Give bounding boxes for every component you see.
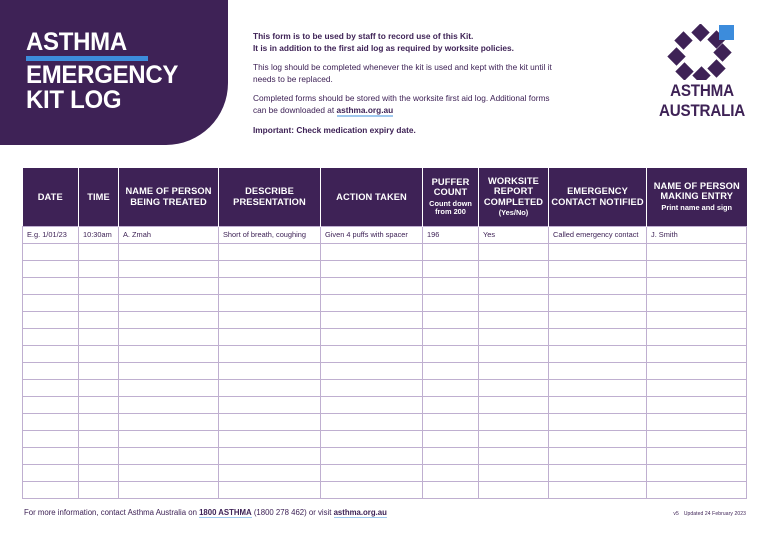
cell-empty[interactable] xyxy=(423,311,479,328)
cell-empty[interactable] xyxy=(219,413,321,430)
kit-log-table-wrapper xyxy=(22,168,746,499)
intro-bold-line-1: This form is to be used by staff to record use of this Kit. xyxy=(253,31,474,41)
cell-empty[interactable] xyxy=(119,362,219,379)
cell-time[interactable]: 10:30am xyxy=(79,226,119,243)
cell-empty[interactable] xyxy=(479,277,549,294)
cell-empty[interactable] xyxy=(219,481,321,498)
cell-empty[interactable] xyxy=(219,430,321,447)
cell-empty[interactable] xyxy=(79,243,119,260)
cell-empty[interactable] xyxy=(479,430,549,447)
table-row-example[interactable] xyxy=(23,226,747,243)
column-header-time-label: TIME xyxy=(87,191,110,202)
header-banner xyxy=(0,0,228,145)
cell-empty[interactable] xyxy=(479,481,549,498)
cell-date[interactable]: E.g. 1/01/23 xyxy=(23,226,79,243)
cell-action-taken[interactable]: Given 4 puffs with spacer xyxy=(321,226,423,243)
cell-empty[interactable] xyxy=(479,396,549,413)
cell-empty[interactable] xyxy=(647,311,747,328)
kit-log-table-header xyxy=(23,168,747,226)
page-title xyxy=(26,30,211,113)
cell-empty[interactable] xyxy=(423,260,479,277)
cell-empty[interactable] xyxy=(423,277,479,294)
cell-empty[interactable] xyxy=(219,464,321,481)
cell-empty[interactable] xyxy=(219,294,321,311)
cell-empty[interactable] xyxy=(23,294,79,311)
table-row[interactable] xyxy=(23,396,747,413)
intro-paragraph-3 xyxy=(253,93,553,116)
table-row[interactable] xyxy=(23,379,747,396)
cell-empty[interactable] xyxy=(647,260,747,277)
cell-name-treated[interactable]: A. Zmah xyxy=(119,226,219,243)
asthma-org-au-link[interactable]: asthma.org.au xyxy=(336,104,394,115)
column-header-action-taken xyxy=(321,168,423,226)
cell-empty[interactable] xyxy=(23,345,79,362)
cell-empty[interactable] xyxy=(647,481,747,498)
column-header-entry-name-label: NAME OF PERSON MAKING ENTRY xyxy=(653,180,740,202)
cell-empty[interactable] xyxy=(423,243,479,260)
cell-empty[interactable] xyxy=(23,481,79,498)
cell-empty[interactable] xyxy=(423,294,479,311)
cell-empty[interactable] xyxy=(79,481,119,498)
cell-empty[interactable] xyxy=(79,362,119,379)
cell-empty[interactable] xyxy=(423,379,479,396)
cell-empty[interactable] xyxy=(23,362,79,379)
footer-phone-plain: (1800 278 462) or visit xyxy=(251,508,334,517)
cell-empty[interactable] xyxy=(549,481,647,498)
cell-empty[interactable] xyxy=(119,464,219,481)
cell-empty[interactable] xyxy=(479,243,549,260)
cell-empty[interactable] xyxy=(219,260,321,277)
cell-empty[interactable] xyxy=(423,396,479,413)
cell-empty[interactable] xyxy=(647,430,747,447)
cell-empty[interactable] xyxy=(321,396,423,413)
cell-empty[interactable] xyxy=(479,294,549,311)
cell-empty[interactable] xyxy=(219,362,321,379)
cell-empty[interactable] xyxy=(321,260,423,277)
cell-empty[interactable] xyxy=(321,328,423,345)
cell-empty[interactable] xyxy=(549,311,647,328)
cell-empty[interactable] xyxy=(119,430,219,447)
cell-empty[interactable] xyxy=(423,481,479,498)
table-row[interactable] xyxy=(23,311,747,328)
intro-bold-paragraph xyxy=(253,31,553,54)
cell-empty[interactable] xyxy=(119,379,219,396)
footer-contact-line xyxy=(24,508,387,517)
title-line-3: KIT LOG xyxy=(26,86,122,114)
cell-empty[interactable] xyxy=(321,447,423,464)
cell-empty[interactable] xyxy=(479,328,549,345)
cell-empty[interactable] xyxy=(423,328,479,345)
cell-empty[interactable] xyxy=(23,328,79,345)
cell-empty[interactable] xyxy=(647,345,747,362)
cell-empty[interactable] xyxy=(321,243,423,260)
cell-empty[interactable] xyxy=(549,430,647,447)
cell-empty[interactable] xyxy=(321,379,423,396)
cell-empty[interactable] xyxy=(423,430,479,447)
cell-empty[interactable] xyxy=(647,362,747,379)
table-row[interactable] xyxy=(23,447,747,464)
cell-empty[interactable] xyxy=(79,430,119,447)
cell-empty[interactable] xyxy=(23,396,79,413)
cell-empty[interactable] xyxy=(479,345,549,362)
cell-empty[interactable] xyxy=(79,447,119,464)
cell-empty[interactable] xyxy=(23,311,79,328)
cell-emergency-contact[interactable]: Called emergency contact xyxy=(549,226,647,243)
cell-entry-name[interactable]: J. Smith xyxy=(647,226,747,243)
cell-empty[interactable] xyxy=(79,345,119,362)
table-row[interactable] xyxy=(23,243,747,260)
column-header-name-treated-label: NAME OF PERSON BEING TREATED xyxy=(125,186,212,207)
cell-empty[interactable] xyxy=(423,464,479,481)
table-row[interactable] xyxy=(23,362,747,379)
cell-worksite-report[interactable]: Yes xyxy=(479,226,549,243)
cell-empty[interactable] xyxy=(79,311,119,328)
cell-empty[interactable] xyxy=(549,447,647,464)
cell-empty[interactable] xyxy=(119,481,219,498)
footer-updated-date: Updated 24 February 2023 xyxy=(683,511,746,517)
cell-empty[interactable] xyxy=(549,243,647,260)
cell-empty[interactable] xyxy=(479,464,549,481)
cell-empty[interactable] xyxy=(119,413,219,430)
kit-log-table-body xyxy=(23,226,747,498)
cell-empty[interactable] xyxy=(647,379,747,396)
table-row[interactable] xyxy=(23,413,747,430)
cell-empty[interactable] xyxy=(23,430,79,447)
cell-empty[interactable] xyxy=(479,362,549,379)
cell-empty[interactable] xyxy=(23,413,79,430)
cell-empty[interactable] xyxy=(23,447,79,464)
cell-empty[interactable] xyxy=(549,328,647,345)
cell-empty[interactable] xyxy=(119,277,219,294)
kit-log-table xyxy=(22,168,747,499)
cell-empty[interactable] xyxy=(647,396,747,413)
column-header-worksite-report-sub: (Yes/No) xyxy=(498,208,529,218)
cell-empty[interactable] xyxy=(119,294,219,311)
cell-empty[interactable] xyxy=(219,447,321,464)
cell-empty[interactable] xyxy=(119,447,219,464)
cell-empty[interactable] xyxy=(549,345,647,362)
cell-empty[interactable] xyxy=(23,379,79,396)
cell-empty[interactable] xyxy=(79,294,119,311)
cell-empty[interactable] xyxy=(219,345,321,362)
title-line-2: EMERGENCY xyxy=(26,61,179,89)
cell-empty[interactable] xyxy=(423,413,479,430)
cell-empty[interactable] xyxy=(23,464,79,481)
cell-empty[interactable] xyxy=(23,260,79,277)
cell-empty[interactable] xyxy=(647,413,747,430)
column-header-emergency-contact-label: EMERGENCY CONTACT NOTIFIED xyxy=(551,186,644,207)
cell-empty[interactable] xyxy=(549,260,647,277)
cell-empty[interactable] xyxy=(549,464,647,481)
cell-empty[interactable] xyxy=(647,243,747,260)
cell-empty[interactable] xyxy=(647,464,747,481)
column-header-entry-name xyxy=(647,168,747,226)
column-header-worksite-report xyxy=(479,168,549,226)
cell-empty[interactable] xyxy=(79,379,119,396)
cell-empty[interactable] xyxy=(321,413,423,430)
cell-empty[interactable] xyxy=(479,311,549,328)
cell-empty[interactable] xyxy=(321,311,423,328)
cell-empty[interactable] xyxy=(119,243,219,260)
cell-empty[interactable] xyxy=(219,243,321,260)
cell-empty[interactable] xyxy=(549,379,647,396)
cell-empty[interactable] xyxy=(423,447,479,464)
column-header-name-treated xyxy=(119,168,219,226)
cell-empty[interactable] xyxy=(79,260,119,277)
cell-empty[interactable] xyxy=(549,277,647,294)
cell-empty[interactable] xyxy=(479,260,549,277)
title-line-1: ASTHMA xyxy=(26,28,127,56)
cell-empty[interactable] xyxy=(321,362,423,379)
column-header-emergency-contact xyxy=(549,168,647,226)
cell-empty[interactable] xyxy=(647,328,747,345)
table-row[interactable] xyxy=(23,328,747,345)
cell-empty[interactable] xyxy=(549,362,647,379)
cell-empty[interactable] xyxy=(479,379,549,396)
column-header-puffer-count-sub: Count down from 200 xyxy=(429,198,472,217)
logo-mark-icon xyxy=(650,24,754,80)
cell-empty[interactable] xyxy=(549,294,647,311)
table-row[interactable] xyxy=(23,481,747,498)
cell-empty[interactable] xyxy=(79,413,119,430)
cell-presentation[interactable]: Short of breath, coughing xyxy=(219,226,321,243)
cell-empty[interactable] xyxy=(219,396,321,413)
table-row[interactable] xyxy=(23,430,747,447)
cell-empty[interactable] xyxy=(549,396,647,413)
cell-empty[interactable] xyxy=(219,328,321,345)
header-row xyxy=(23,168,747,226)
column-header-action-taken-label: ACTION TAKEN xyxy=(336,191,407,202)
cell-empty[interactable] xyxy=(321,345,423,362)
cell-empty[interactable] xyxy=(423,362,479,379)
cell-empty[interactable] xyxy=(647,447,747,464)
cell-empty[interactable] xyxy=(119,260,219,277)
column-header-worksite-report-label: WORKSITE REPORT COMPLETED xyxy=(483,175,544,207)
cell-empty[interactable] xyxy=(219,379,321,396)
cell-empty[interactable] xyxy=(423,345,479,362)
table-row[interactable] xyxy=(23,345,747,362)
footer-version-info xyxy=(668,511,746,517)
cell-empty[interactable] xyxy=(321,277,423,294)
column-header-date xyxy=(23,168,79,226)
intro-paragraph-2: This log should be completed whenever the kit is used and kept with the kit until it needs to be replaced. xyxy=(253,62,552,84)
table-row[interactable] xyxy=(23,260,747,277)
cell-empty[interactable] xyxy=(321,481,423,498)
column-header-presentation-label: DESCRIBE PRESENTATION xyxy=(233,186,306,207)
column-header-puffer-count-label: PUFFER COUNT xyxy=(431,176,470,198)
cell-empty[interactable] xyxy=(79,396,119,413)
intro-important-note: Important: Check medication expiry date. xyxy=(253,124,416,135)
cell-empty[interactable] xyxy=(219,311,321,328)
table-row[interactable] xyxy=(23,464,747,481)
cell-empty[interactable] xyxy=(219,277,321,294)
footer-phone-link[interactable]: 1800 ASTHMA xyxy=(199,508,252,517)
cell-empty[interactable] xyxy=(119,311,219,328)
intro-bold-line-2: It is in addition to the first aid log as required by worksite policies. xyxy=(253,42,514,53)
logo-text-line-2: AUSTRALIA xyxy=(658,101,746,120)
cell-empty[interactable] xyxy=(647,294,747,311)
logo-text-line-1: ASTHMA xyxy=(670,82,734,100)
cell-empty[interactable] xyxy=(23,243,79,260)
cell-empty[interactable] xyxy=(479,447,549,464)
cell-empty[interactable] xyxy=(549,413,647,430)
footer-prefix: For more information, contact Asthma Australia on xyxy=(24,508,200,517)
footer-web-link[interactable]: asthma.org.au xyxy=(333,508,387,517)
cell-empty[interactable] xyxy=(79,277,119,294)
intro-paragraph-3-text: Completed forms should be stored with the worksite first aid log. Additional forms can be downloaded at xyxy=(253,93,550,115)
cell-empty[interactable] xyxy=(79,464,119,481)
cell-empty[interactable] xyxy=(647,277,747,294)
column-header-date-label: DATE xyxy=(37,191,63,202)
cell-empty[interactable] xyxy=(119,396,219,413)
cell-empty[interactable] xyxy=(23,277,79,294)
column-header-presentation xyxy=(219,168,321,226)
table-row[interactable] xyxy=(23,277,747,294)
table-row[interactable] xyxy=(23,294,747,311)
cell-empty[interactable] xyxy=(119,328,219,345)
cell-empty[interactable] xyxy=(119,345,219,362)
cell-empty[interactable] xyxy=(321,464,423,481)
cell-empty[interactable] xyxy=(321,294,423,311)
cell-empty[interactable] xyxy=(321,430,423,447)
footer-version-number: v5 xyxy=(673,511,679,517)
column-header-entry-name-sub: Print name and sign xyxy=(661,202,733,212)
asthma-australia-logo xyxy=(650,24,754,120)
cell-puffer-count[interactable]: 196 xyxy=(423,226,479,243)
column-header-puffer-count xyxy=(423,168,479,226)
cell-empty[interactable] xyxy=(79,328,119,345)
cell-empty[interactable] xyxy=(479,413,549,430)
intro-instructions xyxy=(253,31,553,136)
column-header-time xyxy=(79,168,119,226)
